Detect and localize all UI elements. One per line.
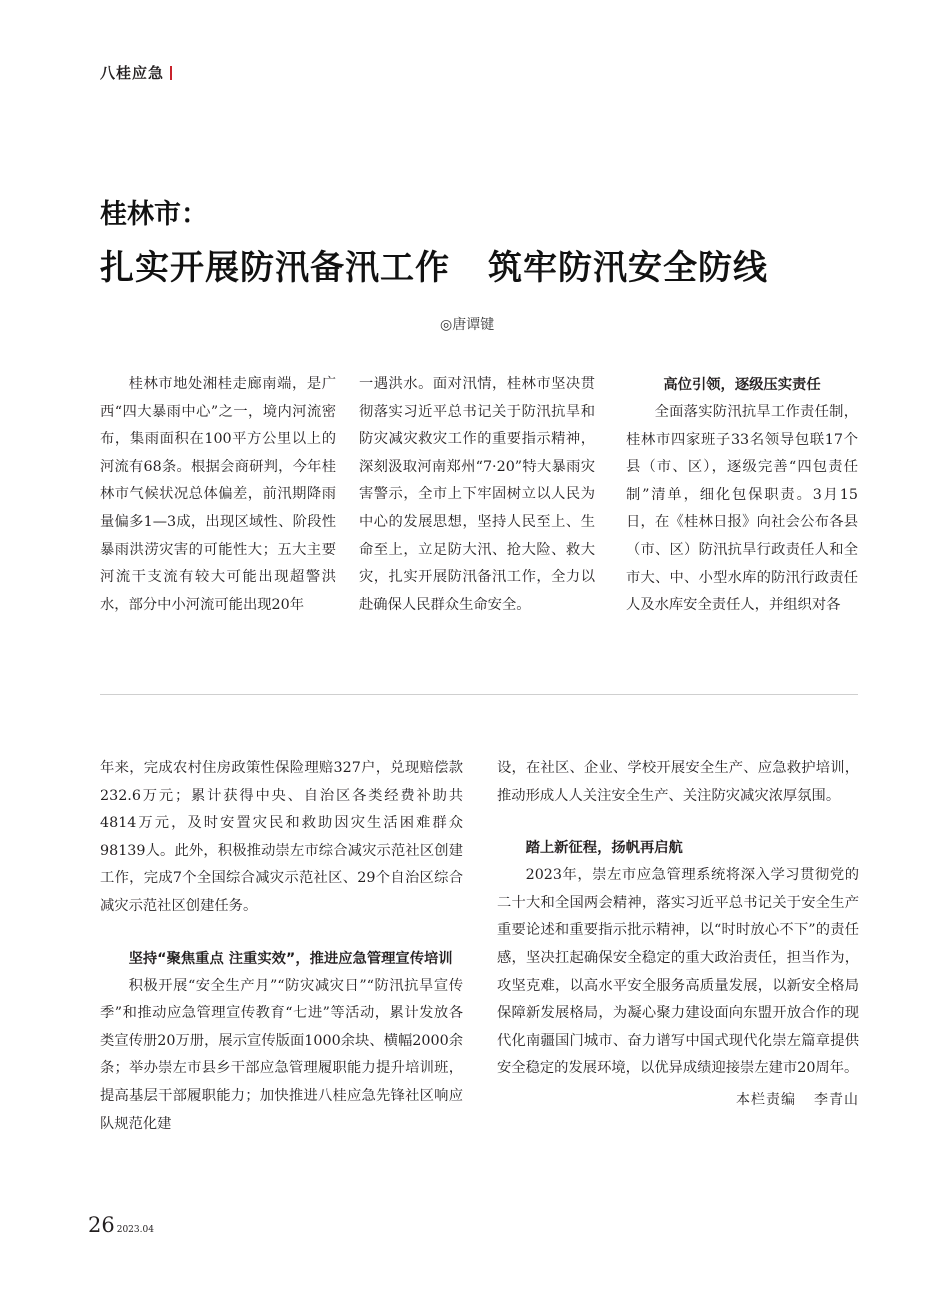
section-name: 八桂应急 <box>100 64 165 82</box>
editor-label: 本栏责编 <box>736 1091 796 1108</box>
article-paragraph: 一遇洪水。面对汛情，桂林市坚决贯彻落实习近平总书记关于防汛抗旱和防灾减灾救灾工作的重要指示精神，深刻汲取河南郑州“7·20”特大暴雨灾害警示，全市上下牢固树立以人民为中心的发展思想，坚持人民至上、生命至上，立足防大汛、抢大险、救大灾，扎实开展防汛备汛工作，全力以赴确保人民群众生命安全。 <box>359 376 595 613</box>
page-folio <box>88 1213 154 1237</box>
section-heading: 坚持“聚焦重点 注重实效”，推进应急管理宣传培训 <box>128 950 453 967</box>
article-column-2 <box>359 371 595 619</box>
horizontal-divider <box>100 694 858 695</box>
article-paragraph: 全面落实防汛抗旱工作责任制，桂林市四家班子33名领导包联17个县（市、区），逐级完善“四包责任制”清单，细化包保职责。3月15日，在《桂林日报》向社会公布各县（市、区）防汛抗旱行政责任人和全市大、中、小型水库的防汛行政责任人及水库安全责任人，并组织对各 <box>626 404 858 614</box>
article-kicker: 桂林市： <box>100 199 208 230</box>
article-column-1 <box>100 371 336 619</box>
article-paragraph: 2023年，崇左市应急管理系统将深入学习贯彻党的二十大和全国两会精神，落实习近平总书记关于安全生产重要论述和重要指示批示精神，以“时时放心不下”的责任感，坚决扛起确保安全稳定的重大政治责任，担当作为，攻坚克难，以高水平安全服务高质量发展，以新安全格局保障新发展格局，为凝心聚力建设面向东盟开放合作的现代化南疆国门城市、奋力谱写中国式现代化崇左篇章提供安全稳定的发展环境，以优异成绩迎接崇左建市20周年。 <box>497 867 859 1077</box>
article-headline <box>100 240 880 289</box>
byline: ◎唐谭键 <box>440 317 495 333</box>
issue-date: 2023.04 <box>116 1225 154 1235</box>
section-heading: 踏上新征程，扬帆再启航 <box>525 840 683 857</box>
section-accent-bar <box>170 66 172 80</box>
article-paragraph: 积极开展“安全生产月”“防灾减灾日”“防汛抗旱宣传季”和推动应急管理宣传教育“七进”等活动，累计发放各类宣传册20万册，展示宣传版面1000余块、横幅2000余条；举办崇左市县乡干部应急管理履职能力提升培训班，提高基层干部履职能力；加快推进八桂应急先锋社区响应队规范化建 <box>100 977 463 1132</box>
article-column-3 <box>626 371 858 620</box>
headline-part-1: 扎实开展防汛备汛工作 <box>100 248 450 288</box>
previous-article-column-1 <box>100 755 463 1138</box>
article-paragraph: 设，在社区、企业、学校开展安全生产、应急救护培训，推动形成人人关注安全生产、关注防灾减灾浓厚氛围。 <box>497 760 859 804</box>
section-label <box>100 62 172 83</box>
page-number: 26 <box>88 1213 115 1237</box>
editor-name: 李青山 <box>814 1091 859 1108</box>
previous-article-column-2 <box>497 755 859 1115</box>
article-paragraph: 年来，完成农村住房政策性保险理赔327户，兑现赔偿款232.6万元；累计获得中央、自治区各类经费补助共4814万元，及时安置灾民和救助因灾生活困难群众98139人。此外，积极推动崇左市综合减灾示范社区创建工作，完成7个全国综合减灾示范社区、29个自治区综合减灾示范社区创建任务。 <box>100 760 463 914</box>
section-heading: 高位引领，逐级压实责任 <box>663 377 821 393</box>
editor-credit <box>497 1087 859 1115</box>
headline-part-2: 筑牢防汛安全防线 <box>488 248 768 288</box>
article-paragraph: 桂林市地处湘桂走廊南端，是广西“四大暴雨中心”之一，境内河流密布，集雨面积在100平方公里以上的河流有68条。根据会商研判，今年桂林市气候状况总体偏差，前汛期降雨量偏多1—3成，出现区域性、阶段性暴雨洪涝灾害的可能性大；五大主要河流干支流有较大可能出现超警洪水，部分中小河流可能出现20年 <box>100 376 336 613</box>
